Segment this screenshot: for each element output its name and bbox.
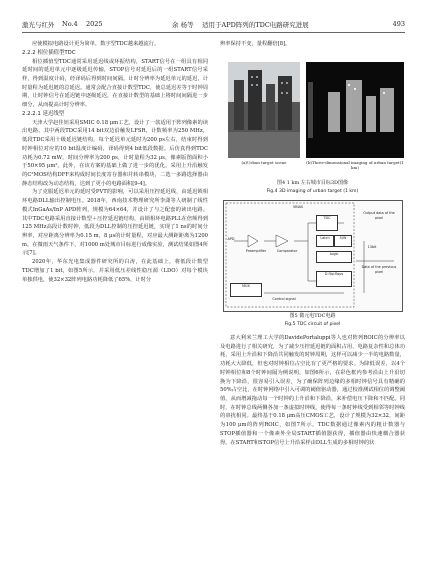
- figure4b-caption: (b)Three-dimensional imaging of urban target(1 km): [306, 160, 404, 170]
- page-header: [22, 20, 405, 33]
- paragraph: 辨率保持不变，量程翻倍[8]。: [220, 41, 291, 47]
- preamp-label: Preamplifier: [245, 249, 267, 253]
- prev-data-label: Data of the previous pixel: [361, 265, 397, 274]
- 3d-imaging-result: [306, 62, 404, 158]
- bit-width-label: 13bit: [367, 245, 377, 249]
- figure5-caption-en: Fig.5 TDC circuit of pixel: [284, 322, 341, 327]
- page-number: 493: [392, 20, 405, 28]
- issue-no: No.4: [62, 20, 78, 28]
- urban-scene-photo: [228, 62, 300, 158]
- output-data-label: Output data of the pixel: [363, 211, 395, 220]
- header-authors: 余 杨等: [172, 21, 194, 29]
- figure4-caption-en: Fig.4 3D imaging of urban target (1 km): [266, 189, 359, 194]
- paragraph: 为了克服延迟单元的延时受PVT的影响，可以采用压控延迟线，由延迟锁相环电路DLL输出控制电压。2018年，西南技术物理研究所李潇等人研制了线性模式InGaAs/InP APD阵列，规模为64×64，并设计了与之配套的读出电路。其中TDC电路采用直接计数型＋压控延迟链结构，由锁相环电路PLL在倍频得到125 MHz高段计数时钟，低段为DLL控制的压控延迟链，实现了1 ns的时间分辨率，对应距离分辨率为0.15 m，8 μs的计时量程，对应最大测距距离为1200 m。在微雨天气条件下，对1000 m处城市目标进行成像实验，测试结果如图4所示[7]。: [22, 189, 208, 257]
- paragraph: 应使模拟电路设计更为简单，数字型TDC越来越流行。: [32, 41, 160, 47]
- journal-name: 激光与红外: [22, 21, 55, 29]
- apd-label: APD: [227, 237, 235, 241]
- comparator-label: Comparator: [276, 249, 298, 253]
- latch-block: Latch: [316, 235, 334, 247]
- right-column-top: [220, 40, 405, 49]
- header-title: 适用于APD阵列的TDC电路研究进展: [202, 21, 309, 29]
- paragraph: 意大利米兰理工大学的DavidePortaluppi等人也对阵列ROIC的分辨率以及电路进行了相关研究，为了减少压控延迟链的面积占用、电路复杂性和总体功耗，采用上升沿和下降沿共同触发的时钟周期，这样可以减少一半的电路数量，功耗大大降低，但也对时钟相位占空比有了更严格的要求。为降低误差，以4个时钟相位和8个时钟间隔为例说明，如图6所示，在彩色框内参考沿由上升沿切换为下降沿，很容易引入误差，为了确保阵列边缘的多相时钟信号具有精确的50%占空比，在时钟网络中引入可调的阈值驱动器，通过校准测试相位的调整阈值，从而增减拖动每一个时钟的上升沿和下降沿，来补偿电压下降和不匹配。同时，在时钟总线两侧各加一条虚拟时钟线，使得每一条时钟线受到相邻等时钟线的串扰相同。最终基于0.18 μm高压CMOS工艺，设计了规模为32×32，间距为100 μm的阵列ROIC，如图7所示。TDC数据通过像素内的粗计数器与STOP插值器和一个像素外全局START插值器获得，插值器由快速耦合器获得。在START和STOP信号上升沿采样由DLL生成的多相时钟的状: [220, 335, 405, 446]
- control-signal-label: Control signal: [272, 297, 296, 301]
- mux-block: MUX: [230, 283, 262, 297]
- paragraph: 2020年，华东光电集成器件研究所的白涛，在此基础上，将低段计数型TDC增加了1 bit，如图5所示，并采用低压差线性稳压源（LDO）对每个模块单独供电，使32×32阵列电路功耗降低了65%，计时分: [22, 259, 208, 283]
- tdc-block: TDC: [316, 215, 338, 231]
- logic-block: Logic: [316, 251, 352, 263]
- section-heading: 2.2.2.1 延迟线型: [22, 110, 65, 117]
- vbias-label: VBIAS: [292, 205, 304, 209]
- switch-block: S/W: [334, 235, 352, 247]
- figure4-caption-cn: 图4 1 km 左右城市目标3D图像: [276, 180, 349, 186]
- right-column-bottom: [220, 334, 405, 447]
- paragraph: 天津大学赵佳姮采用SMIC 0.18 μm工艺，设计了一款适用于阵列像素的读出电路。其中两段TDC采用14 bit双边沿触发LFSR，计数频率为250 MHz，低段TDC采用十级延迟链结构，每个延迟单元延时为200 ps左右，结束时得到时钟相位对应的10 bit温度计编码，译码得到4 bit低段数据。后仿真得到TDC功耗为0.72 mW，时间分辨率为200 ps，计时量程为32 μs，像素版图面积小于50×95 μm²。此外，在该方案的基础上做了进一步的优化，采用上升沿触发的C²MOS结构DFF来构成时间长度寄存器和并转串模块，二选一多路选择器由静态结构改为动态结构，达到了更小的电路面积[9-4]。: [22, 119, 208, 187]
- paragraph: 相位插值型TDC通常采用延迟线或环振结构，START信号在一组具有相同延时间的延迟单元中逐级延迟传输，STOP信号对延迟后的一组START信号采样，得到温度计码，经译码后得到时间间隔。计时分辨率为延迟单元的延迟，计时量程为延迟链的总延迟。通常会配合直接计数型TDC，使总延迟差等于时钟周期，让时钟信号在延迟链中逐级延迟，在直接计数型的基础上将时间间隔进一步细分，从而提高计时分辨率。: [22, 58, 208, 109]
- figure5-caption-cn: 图5 微元电TDC电路: [289, 313, 336, 319]
- tdc-circuit-diagram: [223, 200, 403, 312]
- left-column: [22, 40, 208, 284]
- issue-year: 2025: [86, 20, 103, 28]
- dff-block: D flip-flops: [316, 271, 352, 287]
- section-heading: 2.2.2 相位插值型TDC: [22, 49, 76, 56]
- figure4a-caption: (a)Urban target scene: [241, 160, 287, 165]
